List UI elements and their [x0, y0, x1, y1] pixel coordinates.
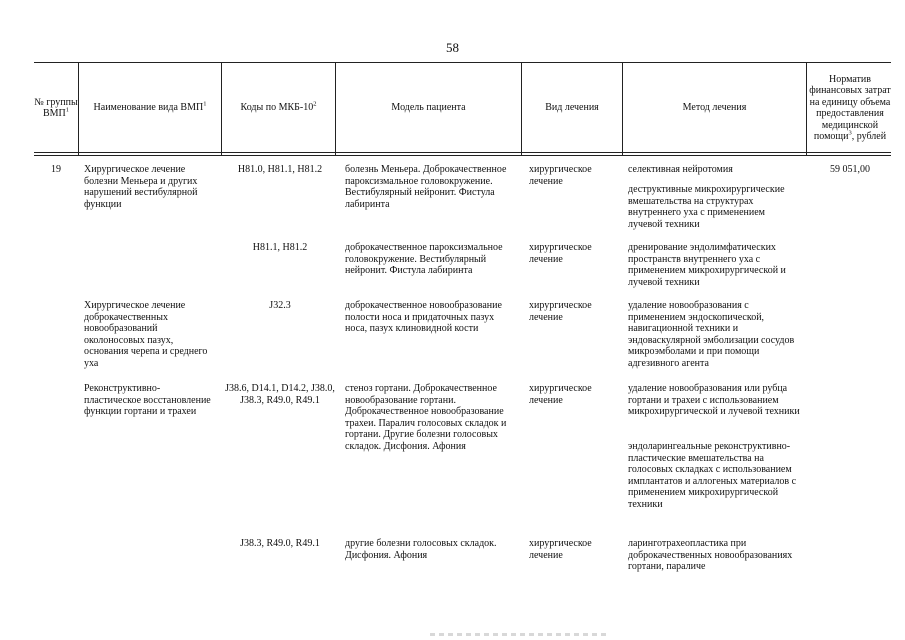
row-cost: 59 051,00	[830, 164, 870, 175]
row-mkb-codes: H81.0, H81.1, H81.2	[237, 164, 323, 175]
header-treatment-type-text: Вид лечения	[545, 102, 599, 114]
table-header-bottom-rule	[34, 152, 891, 153]
row-patient-model: стеноз гортани. Доброкачественное новообразование гортани. Доброкачественное новообразование трахеи. Паралич голосовых складок и гортани. Другие болезни голосовых складок. Дисфония. Афония	[345, 383, 507, 452]
row-treatment-type: хирургическое лечение	[529, 538, 592, 561]
row-mkb-codes: J32.3	[269, 300, 291, 311]
header-cost-unit: , рублей	[851, 131, 887, 142]
footnote-mark: 3	[848, 129, 852, 137]
header-group-number	[34, 64, 78, 152]
row-patient-model: доброкачественное пароксизмальное головокружение. Вестибулярный нейронит. Фистула лабиринта	[345, 242, 503, 277]
header-vmp-name	[79, 64, 221, 152]
row-mkb-codes: J38.6, D14.1, D14.2, J38.0, J38.3, R49.0, R49.1	[225, 383, 335, 406]
row-patient-model: доброкачественное новообразование полости носа и придаточных пазух носа, пазух клиновидной кости	[345, 300, 502, 335]
row-patient-model: болезнь Меньера. Доброкачественное пароксизмальное головокружение. Вестибулярный нейронит. Фистула лабиринта	[345, 164, 507, 210]
footnote-mark: 1	[65, 106, 70, 114]
header-mkb-codes-text: Коды по МКБ-10	[240, 102, 314, 114]
row-treatment-type: хирургическое лечение	[529, 164, 592, 187]
page-number: 58	[446, 40, 459, 55]
scan-artifact	[430, 633, 610, 636]
row-group-number: 19	[51, 164, 61, 175]
row-vmp-name: Реконструктивно-пластическое восстановление функции гортани и трахеи	[84, 383, 211, 418]
row-mkb-codes: H81.1, H81.2	[252, 242, 308, 253]
row-vmp-name: Хирургическое лечение болезни Меньера и других нарушений вестибулярной функции	[84, 164, 198, 210]
header-patient-model	[336, 64, 521, 152]
row-vmp-name: Хирургическое лечение доброкачественных новообразований околоносовых пазух, основания черепа и среднего уха	[84, 300, 208, 369]
header-treatment-type	[522, 64, 622, 152]
row-treatment-type: хирургическое лечение	[529, 242, 592, 265]
row-treatment-method: эндоларингеальные реконструктивно-пластические вмешательства на голосовых складках с использованием имплантатов и аллогеных материалов с применением микрохирургической техники	[628, 441, 797, 510]
row-patient-model: другие болезни голосовых складок. Дисфония. Афония	[345, 538, 497, 561]
header-cost-norm-text: Норматив финансовых затрат на единицу объема предоставления медицинской помощи	[809, 73, 891, 142]
row-treatment-method: дренирование эндолимфатических пространств внутреннего уха с применением микрохирургической и лучевой техники	[628, 242, 786, 288]
row-treatment-method: удаление новообразования с применением эндоскопической, навигационной техники и эндоваскулярной эмболизации сосудов микроэмболами и при помощи адгезивного агента	[628, 300, 795, 369]
row-treatment-method: селективная нейротомия	[628, 164, 733, 175]
row-treatment-method: удаление новообразования или рубца гортани и трахеи с использованием микрохирургической и лучевой техники	[628, 383, 800, 418]
row-treatment-method: деструктивные микрохирургические вмешательства на структурах внутреннего уха с применением лучевой техники	[628, 184, 785, 230]
header-mkb-codes	[222, 64, 335, 152]
row-treatment-method: ларинготрахеопластика при доброкачественных новообразованиях гортани, параличе	[628, 538, 793, 573]
row-treatment-type: хирургическое лечение	[529, 383, 592, 406]
header-treatment-method-text: Метод лечения	[682, 102, 747, 114]
row-treatment-type: хирургическое лечение	[529, 300, 592, 323]
table-top-rule	[34, 62, 891, 63]
table-header-bottom-rule-2	[34, 155, 891, 156]
header-group-number-text: № группы ВМП	[34, 96, 78, 119]
header-patient-model-text: Модель пациента	[391, 102, 466, 114]
header-cost-norm	[807, 64, 893, 152]
row-mkb-codes: J38.3, R49.0, R49.1	[240, 538, 320, 549]
footnote-mark: 1	[203, 100, 207, 108]
footnote-mark: 2	[313, 100, 317, 108]
header-vmp-name-text: Наименование вида ВМП	[93, 102, 204, 114]
header-treatment-method	[623, 64, 806, 152]
